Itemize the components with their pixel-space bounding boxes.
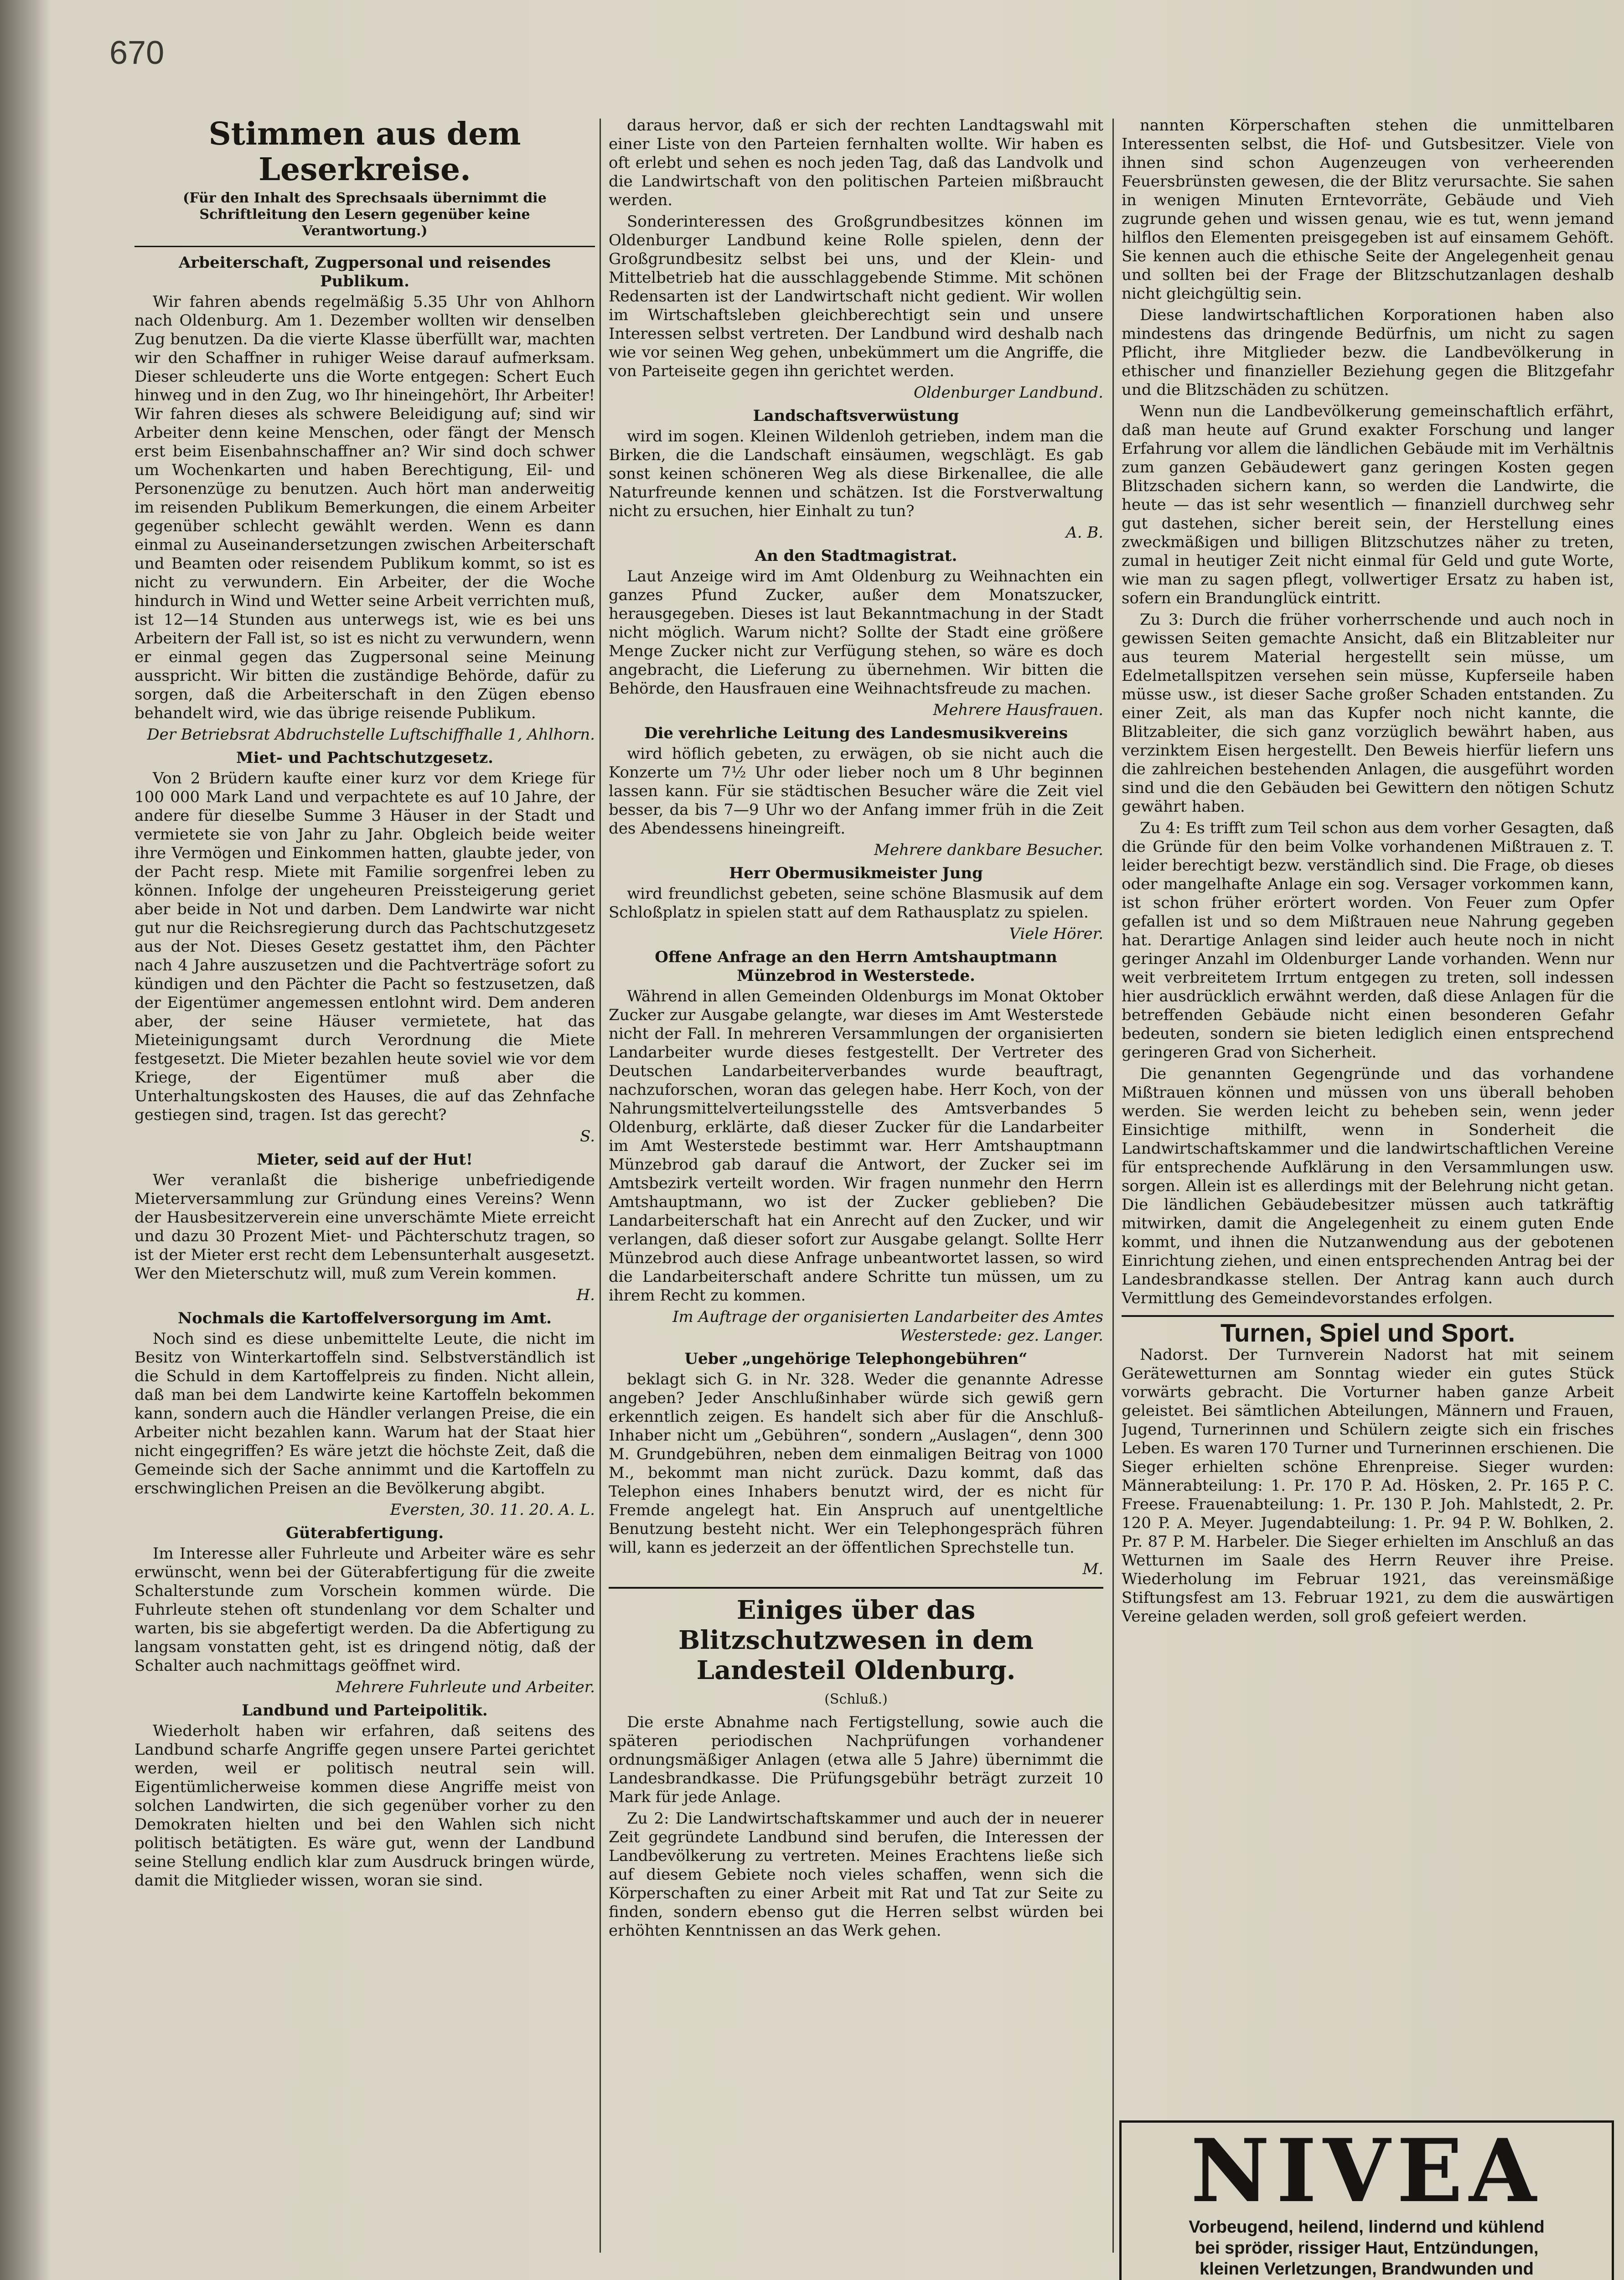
column-rule-2 [1112, 119, 1114, 2253]
letter-section [134, 1309, 595, 1519]
page-binding-shadow [0, 0, 50, 2280]
article-paragraph: Die genannten Gegengründe und das vorhandene Mißtrauen können und müssen von uns überall behoben werden. Sie werden leicht zu beheben sein, wenn jeder Einsichtige mithilft, wenn in Sonderheit die Landwirtschaftskammer und die landwirtschaftlichen Vereine für entsprechende Aufklärung in den Versammlungen usw. sorgen. Allein ist es allerdings mit der Belehrung nicht getan. Die ländlichen Gebäudebesitzer müssen auch tatkräftig mitwirken, damit die Angelegenheit zu einem guten Ende kommt, und ihnen die Nutzanwendung aus der gebotenen Einrichtung ziehen, und einen entsprechenden Antrag bei der Landesbrandkasse stellen. Der Antrag kann auch durch Vermittlung des Gemeindevorstandes erfolgen. [1122, 1065, 1614, 1307]
section-text: Während in allen Gemeinden Oldenburgs im Monat Oktober Zucker zur Ausgabe gelangte, war dieses im Amt Westerstede nicht der Fall. In mehreren Versammlungen der organisierten Landarbeiter wurde dieses festgestellt. Der Vertreter des Deutschen Landarbeiterverbandes wurde beauftragt, nachzuforschen, woran das gelegen habe. Herr Koch, von der Nahrungsmittelverteilungsstelle des Amtsverbandes 5 Oldenburg, erklärte, daß dieser Zucker für die Landarbeiter im Amt Westerstede bestimmt war. Herr Amtshauptmann Münzebrod gab darauf die Antwort, der Zucker sei im Amtsbezirk verteilt worden. Wir fragen nunmehr den Herrn Amtshauptmann, wo ist der Zucker geblieben? Die Landarbeiterschaft hat ein Anrecht auf den Zucker, und wir verlangen, daß dieser sofort zur Ausgabe gelangt. Sollte Herr Münzebrod auch diese Anfrage unbeantwortet lassen, so wird die Landarbeiterschaft andere Schritte tun müssen, um zu ihrem Recht zu kommen. [609, 987, 1103, 1305]
article-title: Einiges über das Blitzschutzwesen in dem Landesteil Oldenburg. [609, 1587, 1103, 1685]
article-paragraph: Wenn nun die Landbevölkerung gemeinschaftlich erfährt, daß man heute auf Grund exakter Forschung und langer Erfahrung vor allem die ländlichen Gebäude mit im Verhältnis zum ganzen Gebäudewert ganz geringen Kosten gegen Blitzschaden sichern kann, so werden die Landwirte, die heute — das ist sehr wesentlich — finanziell durchweg sehr gut dastehen, sicher bereit sein, der Herstellung eines zweckmäßigen und billigen Blitzschutzes näher zu treten, zumal in heutiger Zeit nicht einmal für Geld und gute Worte, wie man zu sagen pflegt, vollwertiger Ersatz zu haben ist, sofern ein Brandunglück eintritt. [1122, 402, 1614, 607]
article-text: Die erste Abnahme nach Fertigstellung, sowie auch die späteren periodischen Nachprüfungen vorhandener ordnungsmäßiger Anlagen (etwa alle 5 Jahre) übernimmt die Landesbrandkasse. Die Prüfungsgebühr beträgt zurzeit 10 Mark für jede Anlage. [609, 1713, 1103, 1806]
section-text: beklagt sich G. in Nr. 328. Weder die genannte Adresse angeben? Jeder Anschlußinhaber würde sich gewiß gern erkenntlich zeigen. Es handelt sich aber für die Anschluß-Inhaber nicht um „Gebühren“, sondern „Auslagen“, denn 300 M. Grundgebühren, neben dem einmaligen Beitrag von 1000 M., bekommt man nicht zurück. Dazu kommt, daß das Telephon eines Inhabers benutzt wird, der es nicht für Fremde angelegt hat. Ein Anspruch auf unentgeltliche Benutzung besteht nicht. Wer ein Telephongespräch führen will, kann es jederzeit an der öffentlichen Sprechstelle tun. [609, 1370, 1103, 1557]
article-subtitle: (Schluß.) [824, 1691, 888, 1707]
section-text: Noch sind es diese unbemittelte Leute, die nicht im Besitz von Winterkartoffeln sind. Selbstverständlich ist die Schuld in dem Kartoffelpreis zu finden. Nicht allein, daß man bei dem Landwirte keine Kartoffeln bekommen kann, sondern auch die Händler verlangen Preise, die ein Arbeiter nicht bezahlen kann. Warum hat der Staat hier nicht eingegriffen? Es wäre jetzt die höchste Zeit, daß die Gemeinde sich der Sache annimmt und die Kartoffeln zu erschwinglichen Preisen an die Bevölkerung abgibt. [134, 1330, 595, 1498]
nivea-advertisement [1119, 2120, 1614, 2280]
section-signature: Mehrere dankbare Besucher. [874, 841, 1103, 859]
section-title: Landbund und Parteipolitik. [242, 1701, 488, 1720]
section-signature: A. B. [1066, 523, 1103, 542]
section-title: Nochmals die Kartoffelversorgung im Amt. [177, 1309, 552, 1327]
letter-section [609, 864, 1103, 943]
section-signature: Oldenburger Landbund. [913, 383, 1103, 402]
sport-text: Nadorst. Der Turnverein Nadorst hat mit seinem Gerätewetturnen am Sonntag wieder ein gutes Stück vorwärts gebracht. Die Vorturner haben ganze Arbeit geleistet. Bei sämtlichen Abteilungen, Männern und Frauen, Jugend, Turnerinnen und Schülern zeigte sich ein frisches Leben. Es waren 170 Turner und Turnerinnen erschienen. Die Sieger erhielten schöne Ehrenpreise. Sieger wurden: Männerabteilung: 1. Pr. 170 P. Ad. Hösken, 2. Pr. 165 P. C. Freese. Frauenabteilung: 1. Pr. 130 P. Joh. Mahlstedt, 2. Pr. 120 P. A. Meyer. Jugendabteilung: 1. Pr. 94 P. W. Bohlken, 2. Pr. 87 P. M. Harbeler. Die Sieger erhielten im Anschluß an das Wetturnen im Saale des Herrn Reuver ihre Preise. Wiederholung im Februar 1921, das vereinsmäßige Stiftungsfest am 13. Februar 1921, zu dem die auswärtigen Vereine geladen werden, soll groß gefeiert werden. [1122, 1346, 1614, 1626]
section-text: Wer veranlaßt die bisherige unbefriedigende Mieterversammlung zur Gründung eines Vereins? Wenn der Hausbesitzerverein eine unverschämte Miete erreicht und dazu 30 Prozent Miet- und Pächterschutz tragen, so ist der Mieter erst recht dem Lebensunterhalt ausgesetzt. Wer den Mieterschutz will, muß zum Verein kommen. [134, 1171, 595, 1283]
letter-section [609, 547, 1103, 720]
section-title: Ueber „ungehörige Telephongebühren“ [684, 1350, 1028, 1368]
section-signature: M. [1082, 1560, 1103, 1578]
section-title: Mieter, seid auf der Hut! [257, 1150, 473, 1169]
column-1-headline: Stimmen aus dem Leserkreise. [208, 116, 521, 188]
sport-title: Turnen, Spiel und Sport. [1122, 1315, 1614, 1342]
section-text: Sonderinteressen des Großgrundbesitzes können im Oldenburger Landbund keine Rolle spielen, denn der Großgrundbesitz selbst bei uns, und der Klein- und Mittelbetrieb hat die ausschlaggebende Stimme. Mit schönen Redensarten ist der Landwirtschaft nicht gedient. Wir wollen im Wirtschaftsleben gleichberechtigt sein und unsere Interessen selbst vertreten. Der Landbund wird deshalb nach wie vor seinen Weg gehen, unbekümmert um die Angriffe, die von Parteiseite gegen ihn gerichtet werden. [609, 212, 1103, 380]
letter-section [609, 724, 1103, 860]
section-text: wird freundlichst gebeten, seine schöne Blasmusik auf dem Schloßplatz in spielen statt auf dem Rathausplatz zu spielen. [609, 885, 1103, 922]
letter-section [134, 749, 595, 1146]
section-text: Wiederholt haben wir erfahren, daß seitens des Landbund scharfe Angriffe gegen unsere Partei gerichtet werden, weil er politisch neutral sein will. Eigentümlicherweise kommen diese Angriffe meist von solchen Landwirten, die sich gegenüber vorher zu den Demokraten hielten und bei den Wahlen sich nicht politisch betätigten. Es wäre gut, wenn der Landbund seine Stellung endlich klar zum Ausdruck bringen würde, damit die Mitglieder wissen, woran sie sind. [134, 1722, 595, 1890]
nivea-logo: NIVEA [1190, 2120, 1543, 2222]
column-3-intro: nannten Körperschaften stehen die unmittelbaren Interessenten selbst, die Hof- und Gutsbesitzer. Viele von ihnen sind schon Augenzeugen von verheerenden Feuersbrünsten gewesen, die der Blitz verursachte. Sie sahen in wenigen Minuten Erntevorräte, Gebäude und Vieh zugrunde gehen und wissen genau, wie es tut, wenn jemand hilflos den Elementen preisgegeben ist auf einsamem Gehöft. Sie kennen auch die ethische Seite der Angelegenheit genau und sollten bei der Frage der Blitzschutzanlagen deshalb nicht gleichgültig sein. [1122, 116, 1614, 303]
section-text: wird im sogen. Kleinen Wildenloh getrieben, indem man die Birken, die die Landschaft einsäumen, wegschlägt. Es gab sonst keinen schöneren Weg als diese Birkenallee, die alle Naturfreunde kennen und schätzen. Ist die Forstverwaltung nicht zu ersuchen, hier Einhalt zu tun? [609, 427, 1103, 520]
section-title: Landschaftsverwüstung [753, 407, 959, 425]
letter-section [609, 407, 1103, 542]
section-signature: Im Auftrage der organisierten Landarbeiter des Amtes Westerstede: gez. Langer. [672, 1308, 1103, 1345]
column-rule-1 [600, 119, 601, 2253]
column-2-intro: daraus hervor, daß er sich der rechten Landtagswahl mit einer Liste von den Parteien fernhalten wollte. Wir haben es oft erlebt und sehen es noch jeden Tag, daß das Landvolk und die Landwirtschaft von den politischen Parteien mißbraucht werden. [609, 116, 1103, 209]
section-signature: S. [580, 1127, 595, 1145]
section-signature: Der Betriebsrat Abdruchstelle Luftschiffhalle 1, Ahlhorn. [147, 725, 595, 744]
article-paragraph: Zu 4: Es trifft zum Teil schon aus dem vorher Gesagten, daß die Gründe für den beim Volke vorhandenen Mißtrauen z. T. leider berechtigt bezw. verständlich sind. Die Frage, ob dieses oder mangelhafte Anlage ein sog. Versager vorkommen kann, ist schon früher erörtert worden. Von Feuer zum Opfer gefallen ist und so dem Mißtrauen neue Nahrung gegeben hat. Derartige Anlagen sind leider auch heute noch in nicht geringer Anzahl im Oldenburger Lande vorhanden. Wenn nur weit verbreitetem Irrtum entgegen zu treten, soll indessen hier ausdrücklich erwähnt werden, daß diese Anlagen für die betreffenden Gebäude nicht einen besonderen Gefahr bedeuten, sondern sie bieten lediglich einen entsprechend geringeren Grad von Sicherheit. [1122, 819, 1614, 1062]
section-signature: Viele Hörer. [1009, 925, 1103, 943]
sport-section [1122, 1315, 1614, 1626]
letter-section [609, 1350, 1103, 1579]
section-text: Laut Anzeige wird im Amt Oldenburg zu Weihnachten ein ganzes Pfund Zucker, außer dem Monatszucker, herausgegeben. Dieses ist laut Bekanntmachung in der Stadt nicht möglich. Warum nicht? Sollte der Stadt eine größere Menge Zucker nicht zur Verfügung stehen, so wäre es doch angebracht, die Lieferung zu übernehmen. Wir bitten die Behörde, den Hausfrauen eine Weihnachtsfreude zu machen. [609, 567, 1103, 698]
section-title: Arbeiterschaft, Zugpersonal und reisendes Publikum. [179, 254, 551, 290]
ad-tagline-line: Vorbeugend, heilend, lindernd und kühlend [1189, 2218, 1545, 2237]
section-text: wird höflich gebeten, zu erwägen, ob sie nicht auch die Konzerte um 7½ Uhr oder lieber noch um 8 Uhr beginnen lassen kann. Für sie städtischen Besucher wäre die Zeit viel besser, da bis 7—9 Uhr wo der Anfang immer früh in die Zeit des Abendessens hineingreift. [609, 745, 1103, 838]
divider [134, 246, 595, 247]
article-text-2: Zu 2: Die Landwirtschaftskammer und auch der in neuerer Zeit gegründete Landbund sind berufen, die Interessen der Landbevölkerung zu vertreten. Meines Erachtens ließe sich auf diesem Gebiete noch vieles schaffen, wenn sich die Körperschaften zu einer Arbeit mit Rat und Tat zur Seite zu finden, sondern ebenso gut die Herren selbst würden bei erhöhten Kenntnissen an das Werk gehen. [609, 1809, 1103, 1940]
column-1-subhead: (Für den Inhalt des Sprechsaals übernimmt die Schriftleitung den Lesern gegenüber keine Verantwortung.) [183, 190, 547, 239]
section-text: Von 2 Brüdern kaufte einer kurz vor dem Kriege für 100 000 Mark Land und verpachtete es auf 10 Jahre, der andere für dieselbe Summe 3 Häuser in der Stadt und vermietete sie von Jahr zu Jahr. Obgleich beide weiter ihre Vermögen und Einkommen hatten, glaubte jeder, von der Pacht resp. Miete mit Familie sorgenfrei leben zu können. Infolge der ungeheuren Preissteigerung geriet aber beide in Not und darben. Dem Landwirte war nicht gut nur die Reichsregierung durch das Pachtschutzgesetz aus der Not. Dieses Gesetz gestattet ihm, den Pächter nach 4 Jahre auszusetzen und die Pachtverträge sofort zu kündigen und den Pächter die Pacht so festzusetzen, daß der Eigentümer angemessen entlohnt wird. Dem anderen aber, der seine Häuser vermietete, hat das Mieteinigungsamt durch Verordnung die Miete festgesetzt. Die Mieter bezahlen heute soviel wie vor dem Kriege, der Eigentümer muß aber die Unterhaltungskosten des Hauses, die auf das Zehnfache gestiegen sind, tragen. Ist das gerecht? [134, 769, 595, 1124]
article-paragraph: Diese landwirtschaftlichen Korporationen haben also mindestens das dringende Bedürfnis, um nicht zu sagen Pflicht, ihre Mitglieder bezw. die Landbevölkerung in ethischer und finanzieller Beziehung gegen die Blitzgefahr und die Blitzschäden zu schützen. [1122, 306, 1614, 399]
column-3 [1122, 116, 1614, 2114]
article-paragraph: Zu 3: Durch die früher vorherrschende und auch noch in gewissen Seiten gemachte Ansicht, daß ein Blitzableiter nur aus teurem Material hergestellt sein müsse, um Edelmetallspitzen versehen sein müsse, Kupferseile haben müsse usw., ist dieser Sache großer Schaden entstanden. Zu einer Zeit, als man das Kupfer noch nicht kannte, die Blitzableiter, die sich ganz vorzüglich bewährt haben, aus verzinktem Eisen hergestellt. Den Beweis hierfür liefern uns die zahlreichen bestehenden Anlagen, die ausgeführt worden sind und die den Gebäuden bei Gewittern den nötigen Schutz gewährt haben. [1122, 611, 1614, 816]
letter-section [134, 1701, 595, 1890]
column-1 [134, 116, 595, 2269]
page-number: 670 [109, 35, 165, 71]
section-title: Offene Anfrage an den Herrn Amtshauptmann Münzebrod in Westerstede. [655, 948, 1057, 985]
section-signature: Eversten, 30. 11. 20. A. L. [390, 1501, 595, 1519]
section-text: Im Interesse aller Fuhrleute und Arbeiter wäre es sehr erwünscht, wenn bei der Güterabfertigung für die zweite Schalterstunde zum Vorschein kommen würde. Die Fuhrleute stehen oft stundenlang vor dem Schalter und warten, bis sie abgefertigt werden. Da die Abfertigung zu langsam vonstatten geht, ist es dringend nötig, daß der Schalter auch nachmittags geöffnet wird. [134, 1544, 595, 1675]
section-title: Herr Obermusikmeister Jung [729, 864, 983, 882]
letter-section [134, 254, 595, 744]
letter-section [134, 1524, 595, 1697]
section-title: Die verehrliche Leitung des Landesmusikvereins [644, 724, 1068, 742]
ad-tagline-line: bei spröder, rissiger Haut, Entzündungen, [1195, 2239, 1539, 2258]
letter-section [609, 212, 1103, 402]
article-lightning-protection [609, 1587, 1103, 1940]
ad-tagline-line: kleinen Verletzungen, Brandwunden und [1200, 2259, 1534, 2279]
letter-section [134, 1150, 595, 1305]
section-title: An den Stadtmagistrat. [755, 547, 957, 565]
section-title: Miet- und Pachtschutzgesetz. [236, 749, 494, 767]
column-2 [609, 116, 1103, 2269]
section-signature: H. [576, 1286, 595, 1304]
section-signature: Mehrere Hausfrauen. [933, 701, 1103, 719]
letter-section [609, 948, 1103, 1345]
section-title: Güterabfertigung. [285, 1524, 444, 1542]
section-signature: Mehrere Fuhrleute und Arbeiter. [336, 1678, 595, 1696]
section-text: Wir fahren abends regelmäßig 5.35 Uhr von Ahlhorn nach Oldenburg. Am 1. Dezember wollten wir denselben Zug benutzen. Da die vierte Klasse überfüllt war, machten wir den Schaffner in ruhiger Weise darauf aufmerksam. Dieser schleuderte uns die Worte entgegen: Schert Euch hinweg und in den Zug, wo Ihr hineingehört, Ihr Arbeiter! Wir fahren dieses als schwere Beleidigung auf; sind wir Arbeiter denn keine Menschen, oder fängt der Mensch erst beim Eisenbahnschaffner an? Wir sind doch schwer um Wochenkarten und haben Berechtigung, Eil- und Personenzüge zu benutzen. Auch hört man anderweitig im reisenden Publikum Bemerkungen, die einem Arbeiter gegenüber schlecht gewählt werden. Wenn es dann einmal zu Auseinandersetzungen zwischen Arbeiterschaft und Beamten oder reisendem Publikum kommt, so ist es nicht zu verwundern. Ein Arbeiter, der die Woche hindurch in Wind und Wetter seine Arbeit verrichten muß, ist 12—14 Stunden aus unterwegs ist, wie es bei uns Arbeitern der Fall ist, so ist es nicht zu verwundern, wenn er einmal gegen das Zugpersonal seine Meinung ausspricht. Wir bitten die zuständige Behörde, dafür zu sorgen, daß die Arbeiterschaft in den Zügen ebenso behandelt wird, wie das übrige reisende Publikum. [134, 293, 595, 722]
